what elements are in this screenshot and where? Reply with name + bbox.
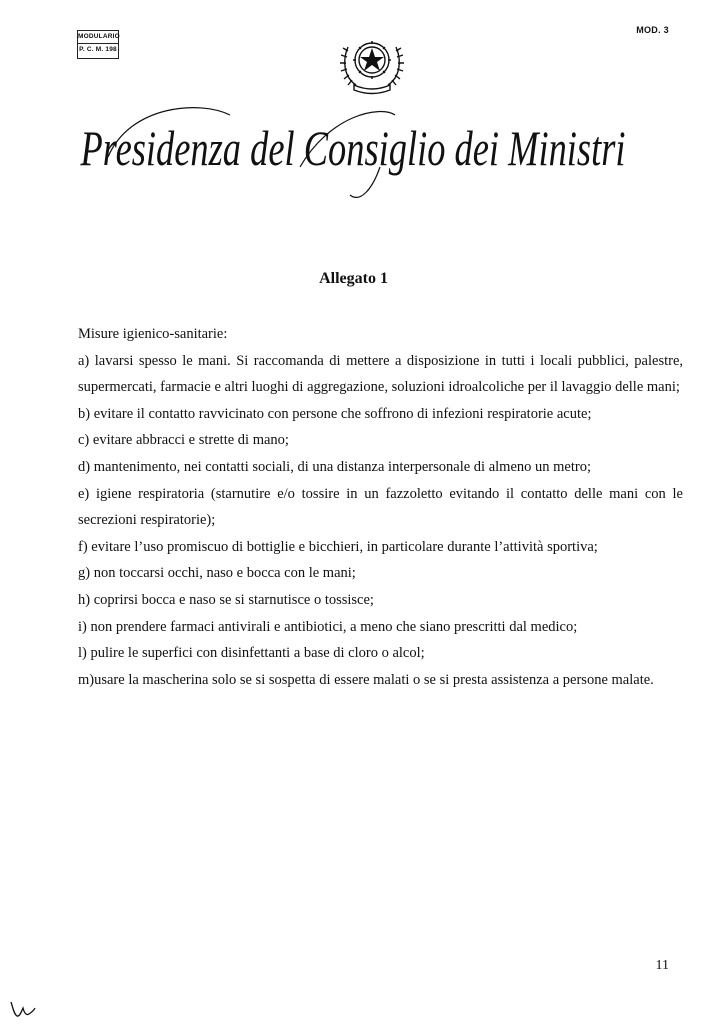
measure-item-h: h) coprirsi bocca e naso se si starnutisce o tossisce; xyxy=(78,591,374,608)
measure-item-f: f) evitare l’uso promiscuo di bottiglie e bicchieri, in particolare durante l’attività sportiva; xyxy=(78,538,598,555)
measure-item-m: m)usare la mascherina solo se si sospetta di essere malati o se si presta assistenza a persone malate. xyxy=(78,671,654,688)
institution-calligraphic-header xyxy=(0,95,707,205)
annex-title: Allegato 1 xyxy=(319,270,388,287)
form-code: MOD. 3 xyxy=(636,25,669,35)
measures-body xyxy=(78,321,683,693)
measure-item-b: b) evitare il contatto ravvicinato con persone che soffrono di infezioni respiratorie acute; xyxy=(78,405,592,422)
measure-item-a: a) lavarsi spesso le mani. Si raccomanda di mettere a disposizione in tutti i locali pubblici, palestre, supermercati, farmacie e altri luoghi di aggregazione, soluzioni idroalcoliche per il lavaggio delle mani; xyxy=(78,352,683,396)
stamp-line-2: P. C. M. 198 xyxy=(79,46,117,53)
institution-name: Presidenza del Consiglio dei Ministri xyxy=(79,120,626,176)
page-number: 11 xyxy=(655,958,669,973)
modulario-stamp xyxy=(77,30,119,59)
measure-item-g: g) non toccarsi occhi, naso e bocca con le mani; xyxy=(78,565,356,582)
measure-item-e: e) igiene respiratoria (starnutire e/o tossire in un fazzoletto evitando il contatto delle mani con le secrezioni respiratorie); xyxy=(78,485,683,529)
intro-text: Misure igienico-sanitarie: xyxy=(78,326,228,342)
measure-item-d: d) mantenimento, nei contatti sociali, di una distanza interpersonale di almeno un metro; xyxy=(78,458,591,475)
stamp-line-1: MODULARIO xyxy=(78,31,118,44)
handwritten-initial-icon xyxy=(8,998,38,1020)
measure-item-c: c) evitare abbracci e strette di mano; xyxy=(78,432,289,449)
measure-item-i: i) non prendere farmaci antivirali e antibiotici, a meno che siano prescritti dal medico; xyxy=(78,618,578,635)
italian-republic-emblem-icon xyxy=(334,27,410,99)
measure-item-l: l) pulire le superfici con disinfettanti a base di cloro o alcol; xyxy=(78,645,425,662)
